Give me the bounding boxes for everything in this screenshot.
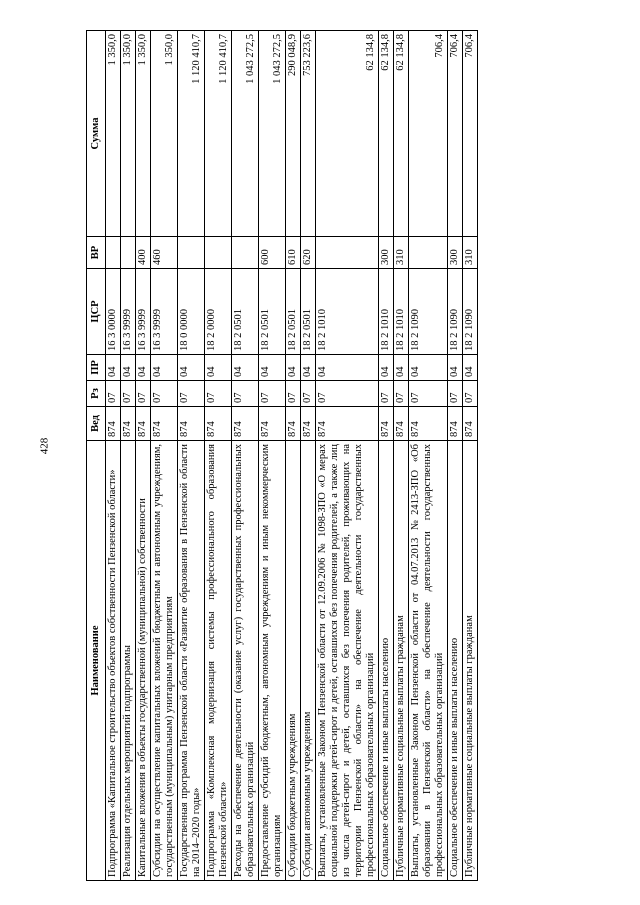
table-row <box>463 31 478 881</box>
cell-pr: 04 <box>409 355 448 381</box>
cell-rz: 07 <box>259 381 286 407</box>
rotated-page <box>86 31 520 881</box>
cell-csr: 18 0 0000 <box>178 269 205 355</box>
cell-rz: 07 <box>121 381 136 407</box>
cell-sum: 62 134,8 <box>316 31 379 237</box>
cell-sum: 1 043 272,5 <box>232 31 259 237</box>
cell-ved: 874 <box>394 407 409 441</box>
cell-sum: 62 134,8 <box>379 31 394 237</box>
cell-name: Субсидии бюджетным учреждениям <box>286 441 301 881</box>
cell-ved: 874 <box>463 407 478 441</box>
cell-csr: 18 2 0000 <box>205 269 232 355</box>
cell-ved: 874 <box>448 407 463 441</box>
header-ved: Вед <box>87 407 106 441</box>
cell-vr <box>232 237 259 269</box>
cell-ved: 874 <box>205 407 232 441</box>
cell-ved: 874 <box>178 407 205 441</box>
cell-vr: 310 <box>463 237 478 269</box>
header-sum: Сумма <box>87 31 106 237</box>
cell-csr: 16 3 9999 <box>151 269 178 355</box>
cell-csr: 18 2 0501 <box>232 269 259 355</box>
cell-ved: 874 <box>316 407 379 441</box>
cell-rz: 07 <box>448 381 463 407</box>
cell-ved: 874 <box>232 407 259 441</box>
header-vr: ВР <box>87 237 106 269</box>
cell-vr: 620 <box>301 237 316 269</box>
cell-pr: 04 <box>316 355 379 381</box>
cell-sum: 706,4 <box>448 31 463 237</box>
cell-csr: 18 2 1090 <box>463 269 478 355</box>
budget-table <box>86 30 478 881</box>
cell-name: Подпрограмма «Комплексная модернизация системы профессионального образования Пензенской области» <box>205 441 232 881</box>
cell-rz: 07 <box>136 381 151 407</box>
table-row <box>316 31 379 881</box>
cell-rz: 07 <box>316 381 379 407</box>
cell-rz: 07 <box>205 381 232 407</box>
cell-rz: 07 <box>379 381 394 407</box>
cell-pr: 04 <box>136 355 151 381</box>
cell-csr: 18 2 1010 <box>394 269 409 355</box>
table-row <box>379 31 394 881</box>
cell-vr <box>316 237 379 269</box>
cell-sum: 1 350,0 <box>136 31 151 237</box>
header-name: Наименование <box>87 441 106 881</box>
table-row <box>121 31 136 881</box>
table-row <box>394 31 409 881</box>
cell-pr: 04 <box>394 355 409 381</box>
table-row <box>259 31 286 881</box>
cell-pr: 04 <box>448 355 463 381</box>
cell-csr: 16 3 0000 <box>106 269 121 355</box>
cell-rz: 07 <box>178 381 205 407</box>
cell-vr <box>205 237 232 269</box>
cell-pr: 04 <box>121 355 136 381</box>
cell-vr <box>178 237 205 269</box>
cell-csr: 18 2 1090 <box>448 269 463 355</box>
cell-name: Капитальные вложения в объекты государственной (муниципальной) собственности <box>136 441 151 881</box>
cell-rz: 07 <box>301 381 316 407</box>
cell-sum: 1 350,0 <box>151 31 178 237</box>
cell-vr <box>409 237 448 269</box>
cell-ved: 874 <box>259 407 286 441</box>
cell-pr: 04 <box>205 355 232 381</box>
cell-name: Подпрограмма «Капитальное строительство объектов собственности Пензенской области» <box>106 441 121 881</box>
cell-name: Субсидии на осуществление капитальных вложений бюджетным и автономным учреждениям, государственным (муниципальным) унитарным предприятиям <box>151 441 178 881</box>
cell-pr: 04 <box>301 355 316 381</box>
cell-rz: 07 <box>286 381 301 407</box>
cell-name: Субсидии автономным учреждениям <box>301 441 316 881</box>
cell-sum: 290 048,9 <box>286 31 301 237</box>
table-row <box>286 31 301 881</box>
cell-rz: 07 <box>409 381 448 407</box>
cell-csr: 18 2 1010 <box>316 269 379 355</box>
cell-csr: 16 3 9999 <box>136 269 151 355</box>
page-number: 428 <box>38 437 51 455</box>
cell-name: Выплаты, установленные Законом Пензенской области от 12.09.2006 № 1098-ЗПО «О мерах социальной поддержки детей-сирот и детей, оставшихся без попечения родителей, а также лиц из числа детей-сирот и детей, оставшихся без попечения родителей, проживающих на территории Пензенской области» на обеспечение деятельности государственных профессиональных образовательных организаций <box>316 441 379 881</box>
cell-pr: 04 <box>106 355 121 381</box>
cell-name: Публичные нормативные социальные выплаты гражданам <box>463 441 478 881</box>
cell-vr: 610 <box>286 237 301 269</box>
header-rz: Рз <box>87 381 106 407</box>
cell-sum: 1 043 272,5 <box>259 31 286 237</box>
table-row <box>205 31 232 881</box>
cell-vr <box>106 237 121 269</box>
table-row <box>106 31 121 881</box>
cell-rz: 07 <box>463 381 478 407</box>
table-row <box>301 31 316 881</box>
cell-ved: 874 <box>409 407 448 441</box>
cell-ved: 874 <box>286 407 301 441</box>
cell-vr: 460 <box>151 237 178 269</box>
table-row <box>448 31 463 881</box>
cell-pr: 04 <box>151 355 178 381</box>
cell-vr: 600 <box>259 237 286 269</box>
cell-pr: 04 <box>259 355 286 381</box>
table-row <box>232 31 259 881</box>
cell-rz: 07 <box>106 381 121 407</box>
cell-sum: 753 223,6 <box>301 31 316 237</box>
cell-vr <box>121 237 136 269</box>
header-row <box>87 31 106 881</box>
cell-ved: 874 <box>106 407 121 441</box>
cell-csr: 18 2 1090 <box>409 269 448 355</box>
cell-name: Социальное обеспечение и иные выплаты населению <box>379 441 394 881</box>
cell-name: Расходы на обеспечение деятельности (оказание услуг) государственных профессиональных образовательных организаций <box>232 441 259 881</box>
cell-rz: 07 <box>394 381 409 407</box>
cell-name: Выплаты, установленные Законом Пензенской области от 04.07.2013 №2413-ЗПО «Об образовании в Пензенской области» на обеспечение деятельности государственных профессиональных образовательных организаций <box>409 441 448 881</box>
cell-csr: 18 2 0501 <box>259 269 286 355</box>
cell-name: Предоставление субсидий бюджетным, автономным учреждениям и иным некоммерческим организациям <box>259 441 286 881</box>
cell-name: Публичные нормативные социальные выплаты гражданам <box>394 441 409 881</box>
cell-pr: 04 <box>286 355 301 381</box>
header-pr: ПР <box>87 355 106 381</box>
cell-ved: 874 <box>136 407 151 441</box>
cell-ved: 874 <box>379 407 394 441</box>
table-row <box>151 31 178 881</box>
table-row <box>136 31 151 881</box>
cell-vr: 400 <box>136 237 151 269</box>
table-row <box>178 31 205 881</box>
cell-sum: 706,4 <box>463 31 478 237</box>
cell-ved: 874 <box>121 407 136 441</box>
cell-sum: 1 350,0 <box>106 31 121 237</box>
cell-csr: 18 2 0501 <box>301 269 316 355</box>
cell-ved: 874 <box>301 407 316 441</box>
cell-csr: 18 2 1010 <box>379 269 394 355</box>
cell-csr: 18 2 0501 <box>286 269 301 355</box>
cell-name: Государственная программа Пензенской области «Развитие образования в Пензенской области на 2014–2020 годы» <box>178 441 205 881</box>
cell-sum: 1 120 410,7 <box>205 31 232 237</box>
cell-rz: 07 <box>151 381 178 407</box>
cell-vr: 300 <box>448 237 463 269</box>
cell-name: Социальное обеспечение и иные выплаты населению <box>448 441 463 881</box>
cell-sum: 1 120 410,7 <box>178 31 205 237</box>
cell-pr: 04 <box>232 355 259 381</box>
cell-vr: 300 <box>379 237 394 269</box>
cell-sum: 706,4 <box>409 31 448 237</box>
cell-sum: 62 134,8 <box>394 31 409 237</box>
table-row <box>409 31 448 881</box>
cell-pr: 04 <box>379 355 394 381</box>
cell-rz: 07 <box>232 381 259 407</box>
cell-name: Реализация отдельных мероприятий подпрограммы <box>121 441 136 881</box>
cell-ved: 874 <box>151 407 178 441</box>
cell-csr: 16 3 9999 <box>121 269 136 355</box>
cell-pr: 04 <box>178 355 205 381</box>
header-csr: ЦСР <box>87 269 106 355</box>
cell-sum: 1 350,0 <box>121 31 136 237</box>
cell-vr: 310 <box>394 237 409 269</box>
cell-pr: 04 <box>463 355 478 381</box>
